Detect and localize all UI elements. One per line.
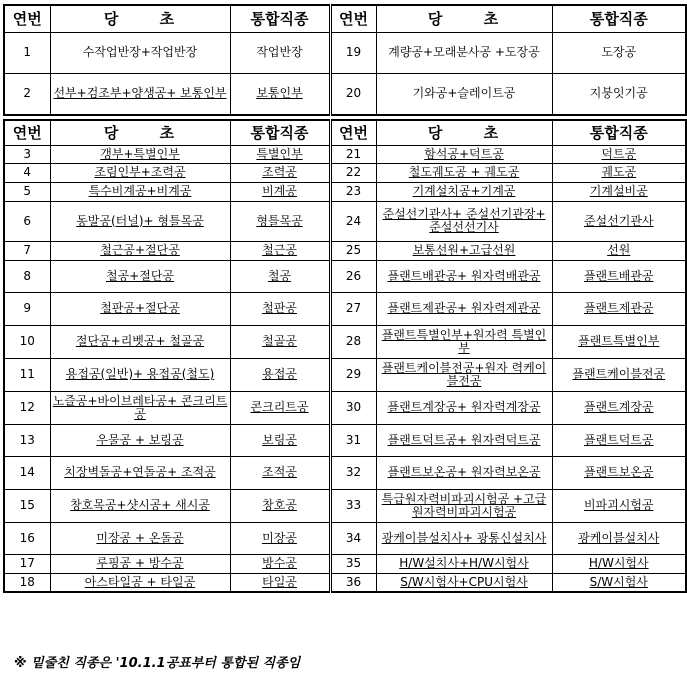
header-no-right: 연번 xyxy=(330,5,376,32)
row-number-right: 23 xyxy=(330,182,376,201)
original-jobs-right: 철도궤도공 + 궤도공 xyxy=(376,163,552,182)
original-jobs-right: 플랜트덕트공+ 원자력덕트공 xyxy=(376,424,552,456)
merged-job-left: 철근공 xyxy=(230,241,330,260)
row-number-left: 15 xyxy=(4,489,50,522)
row-number-left: 14 xyxy=(4,456,50,489)
merged-job-right: 기계설비공 xyxy=(552,182,686,201)
original-jobs-left: 치장벽돌공+연돌공+ 조적공 xyxy=(50,456,230,489)
row-number-left: 10 xyxy=(4,325,50,358)
row-number-right: 35 xyxy=(330,554,376,573)
original-jobs-left: 조림인부+조력공 xyxy=(50,163,230,182)
merged-job-left: 철골공 xyxy=(230,325,330,358)
row-number-left: 17 xyxy=(4,554,50,573)
row-number-left: 13 xyxy=(4,424,50,456)
table-row xyxy=(4,554,686,573)
row-number-right: 33 xyxy=(330,489,376,522)
original-jobs-left: 철근공+절단공 xyxy=(50,241,230,260)
row-number-right: 25 xyxy=(330,241,376,260)
header-merged-right: 통합직종 xyxy=(552,5,686,32)
row-number-right: 26 xyxy=(330,260,376,292)
header-no-left: 연번 xyxy=(4,5,50,32)
merged-job-right: S/W시험사 xyxy=(552,573,686,592)
original-jobs-left: 철판공+절단공 xyxy=(50,292,230,325)
row-number-left: 1 xyxy=(4,32,50,73)
row-number-right: 22 xyxy=(330,163,376,182)
row-number-right: 21 xyxy=(330,145,376,163)
row-number-left: 11 xyxy=(4,358,50,391)
original-jobs-left: 동발공(터널)+ 형틀목공 xyxy=(50,201,230,241)
row-number-left: 5 xyxy=(4,182,50,201)
row-number-right: 36 xyxy=(330,573,376,592)
merged-job-right: 플랜트케이블전공 xyxy=(552,358,686,391)
original-jobs-left: 갱부+특별인부 xyxy=(50,145,230,163)
merged-job-left: 방수공 xyxy=(230,554,330,573)
row-number-right: 27 xyxy=(330,292,376,325)
header-original-left: 당 초 xyxy=(50,120,230,145)
original-jobs-right: 기와공+슬레이트공 xyxy=(376,73,552,115)
original-jobs-right: 플랜트케이블전공+원자 력케이블전공 xyxy=(376,358,552,391)
table-row xyxy=(4,391,686,424)
merged-job-left: 작업반장 xyxy=(230,32,330,73)
original-jobs-left: 창호목공+샷시공+ 새시공 xyxy=(50,489,230,522)
table-row xyxy=(4,32,686,73)
merged-job-left: 용접공 xyxy=(230,358,330,391)
merged-job-right: 비파괴시험공 xyxy=(552,489,686,522)
row-number-left: 12 xyxy=(4,391,50,424)
merged-jobs-table-main xyxy=(3,119,687,593)
table-row xyxy=(4,424,686,456)
row-number-right: 32 xyxy=(330,456,376,489)
header-original-right: 당 초 xyxy=(376,5,552,32)
row-number-right: 34 xyxy=(330,522,376,554)
row-number-right: 28 xyxy=(330,325,376,358)
original-jobs-left: 선부+검조부+양생공+ 보통인부 xyxy=(50,73,230,115)
original-jobs-left: 노즐공+바이브레타공+ 콘크리트공 xyxy=(50,391,230,424)
merged-job-right: 덕트공 xyxy=(552,145,686,163)
row-number-left: 3 xyxy=(4,145,50,163)
original-jobs-right: 광케이블설치사+ 광통신설치사 xyxy=(376,522,552,554)
merged-jobs-table-top xyxy=(3,4,687,116)
header-no-right: 연번 xyxy=(330,120,376,145)
original-jobs-right: 플랜트계장공+ 원자력계장공 xyxy=(376,391,552,424)
original-jobs-left: 미장공 + 온돌공 xyxy=(50,522,230,554)
row-number-left: 6 xyxy=(4,201,50,241)
row-number-left: 9 xyxy=(4,292,50,325)
merged-job-right: 플랜트계장공 xyxy=(552,391,686,424)
table-row xyxy=(4,522,686,554)
merged-job-left: 미장공 xyxy=(230,522,330,554)
table-row xyxy=(4,260,686,292)
merged-job-right: 선원 xyxy=(552,241,686,260)
original-jobs-left: 철공+절단공 xyxy=(50,260,230,292)
row-number-right: 19 xyxy=(330,32,376,73)
original-jobs-right: 계량공+모래분사공 +도장공 xyxy=(376,32,552,73)
header-original-left: 당 초 xyxy=(50,5,230,32)
original-jobs-left: 절단공+리벳공+ 철골공 xyxy=(50,325,230,358)
row-number-left: 4 xyxy=(4,163,50,182)
header-merged-left: 통합직종 xyxy=(230,5,330,32)
table-row xyxy=(4,325,686,358)
table-row xyxy=(4,456,686,489)
table-row xyxy=(4,241,686,260)
header-no-left: 연번 xyxy=(4,120,50,145)
row-number-left: 16 xyxy=(4,522,50,554)
merged-job-left: 조적공 xyxy=(230,456,330,489)
original-jobs-right: 특급원자력비파괴시험공 +고급원자력비파괴시험공 xyxy=(376,489,552,522)
merged-job-right: 광케이블설치사 xyxy=(552,522,686,554)
original-jobs-right: 플랜트특별인부+원자력 특별인부 xyxy=(376,325,552,358)
row-number-right: 31 xyxy=(330,424,376,456)
merged-job-right: 플랜트배관공 xyxy=(552,260,686,292)
original-jobs-right: S/W시험사+CPU시험사 xyxy=(376,573,552,592)
table-row xyxy=(4,182,686,201)
original-jobs-right: 플랜트배관공+ 원자력배관공 xyxy=(376,260,552,292)
table-row xyxy=(4,489,686,522)
merged-job-left: 보통인부 xyxy=(230,73,330,115)
original-jobs-left: 특수비계공+비계공 xyxy=(50,182,230,201)
row-number-left: 8 xyxy=(4,260,50,292)
merged-job-left: 특별인부 xyxy=(230,145,330,163)
original-jobs-right: 준설선기관사+ 준설선기관장+ 준설선선기사 xyxy=(376,201,552,241)
merged-job-left: 창호공 xyxy=(230,489,330,522)
original-jobs-right: H/W설치사+H/W시험사 xyxy=(376,554,552,573)
table-header-row xyxy=(4,120,686,145)
row-number-right: 30 xyxy=(330,391,376,424)
merged-job-left: 형틀목공 xyxy=(230,201,330,241)
merged-job-right: 도장공 xyxy=(552,32,686,73)
row-number-left: 18 xyxy=(4,573,50,592)
footnote: ※ 밑줄친 직종은 '10.1.1공표부터 통합된 직종임 xyxy=(14,656,301,671)
table-row xyxy=(4,358,686,391)
row-number-left: 7 xyxy=(4,241,50,260)
original-jobs-right: 플랜트제관공+ 원자력제관공 xyxy=(376,292,552,325)
original-jobs-right: 보통선원+고급선원 xyxy=(376,241,552,260)
original-jobs-right: 함석공+덕트공 xyxy=(376,145,552,163)
merged-job-right: 궤도공 xyxy=(552,163,686,182)
merged-job-left: 콘크리트공 xyxy=(230,391,330,424)
merged-job-left: 보링공 xyxy=(230,424,330,456)
merged-job-right: 플랜트제관공 xyxy=(552,292,686,325)
merged-job-right: 플랜트특별인부 xyxy=(552,325,686,358)
table-row xyxy=(4,163,686,182)
table-header-row xyxy=(4,5,686,32)
original-jobs-left: 용접공(일반)+ 용접공(철도) xyxy=(50,358,230,391)
header-merged-right: 통합직종 xyxy=(552,120,686,145)
merged-job-right: H/W시험사 xyxy=(552,554,686,573)
original-jobs-left: 루핑공 + 방수공 xyxy=(50,554,230,573)
original-jobs-left: 우물공 + 보링공 xyxy=(50,424,230,456)
merged-job-right: 플랜트덕트공 xyxy=(552,424,686,456)
original-jobs-left: 아스타일공 + 타일공 xyxy=(50,573,230,592)
row-number-right: 20 xyxy=(330,73,376,115)
merged-job-left: 조력공 xyxy=(230,163,330,182)
merged-job-right: 준설선기관사 xyxy=(552,201,686,241)
table-row xyxy=(4,73,686,115)
merged-job-left: 비계공 xyxy=(230,182,330,201)
row-number-left: 2 xyxy=(4,73,50,115)
original-jobs-right: 플랜트보온공+ 원자력보온공 xyxy=(376,456,552,489)
table-row xyxy=(4,573,686,592)
header-original-right: 당 초 xyxy=(376,120,552,145)
table-row xyxy=(4,201,686,241)
table-row xyxy=(4,292,686,325)
merged-job-right: 플랜트보온공 xyxy=(552,456,686,489)
merged-job-left: 타일공 xyxy=(230,573,330,592)
merged-job-left: 철공 xyxy=(230,260,330,292)
original-jobs-right: 기계설치공+기계공 xyxy=(376,182,552,201)
row-number-right: 29 xyxy=(330,358,376,391)
merged-job-right: 지붕잇기공 xyxy=(552,73,686,115)
header-merged-left: 통합직종 xyxy=(230,120,330,145)
original-jobs-left: 수작업반장+작업반장 xyxy=(50,32,230,73)
row-number-right: 24 xyxy=(330,201,376,241)
merged-job-left: 철판공 xyxy=(230,292,330,325)
table-row xyxy=(4,145,686,163)
